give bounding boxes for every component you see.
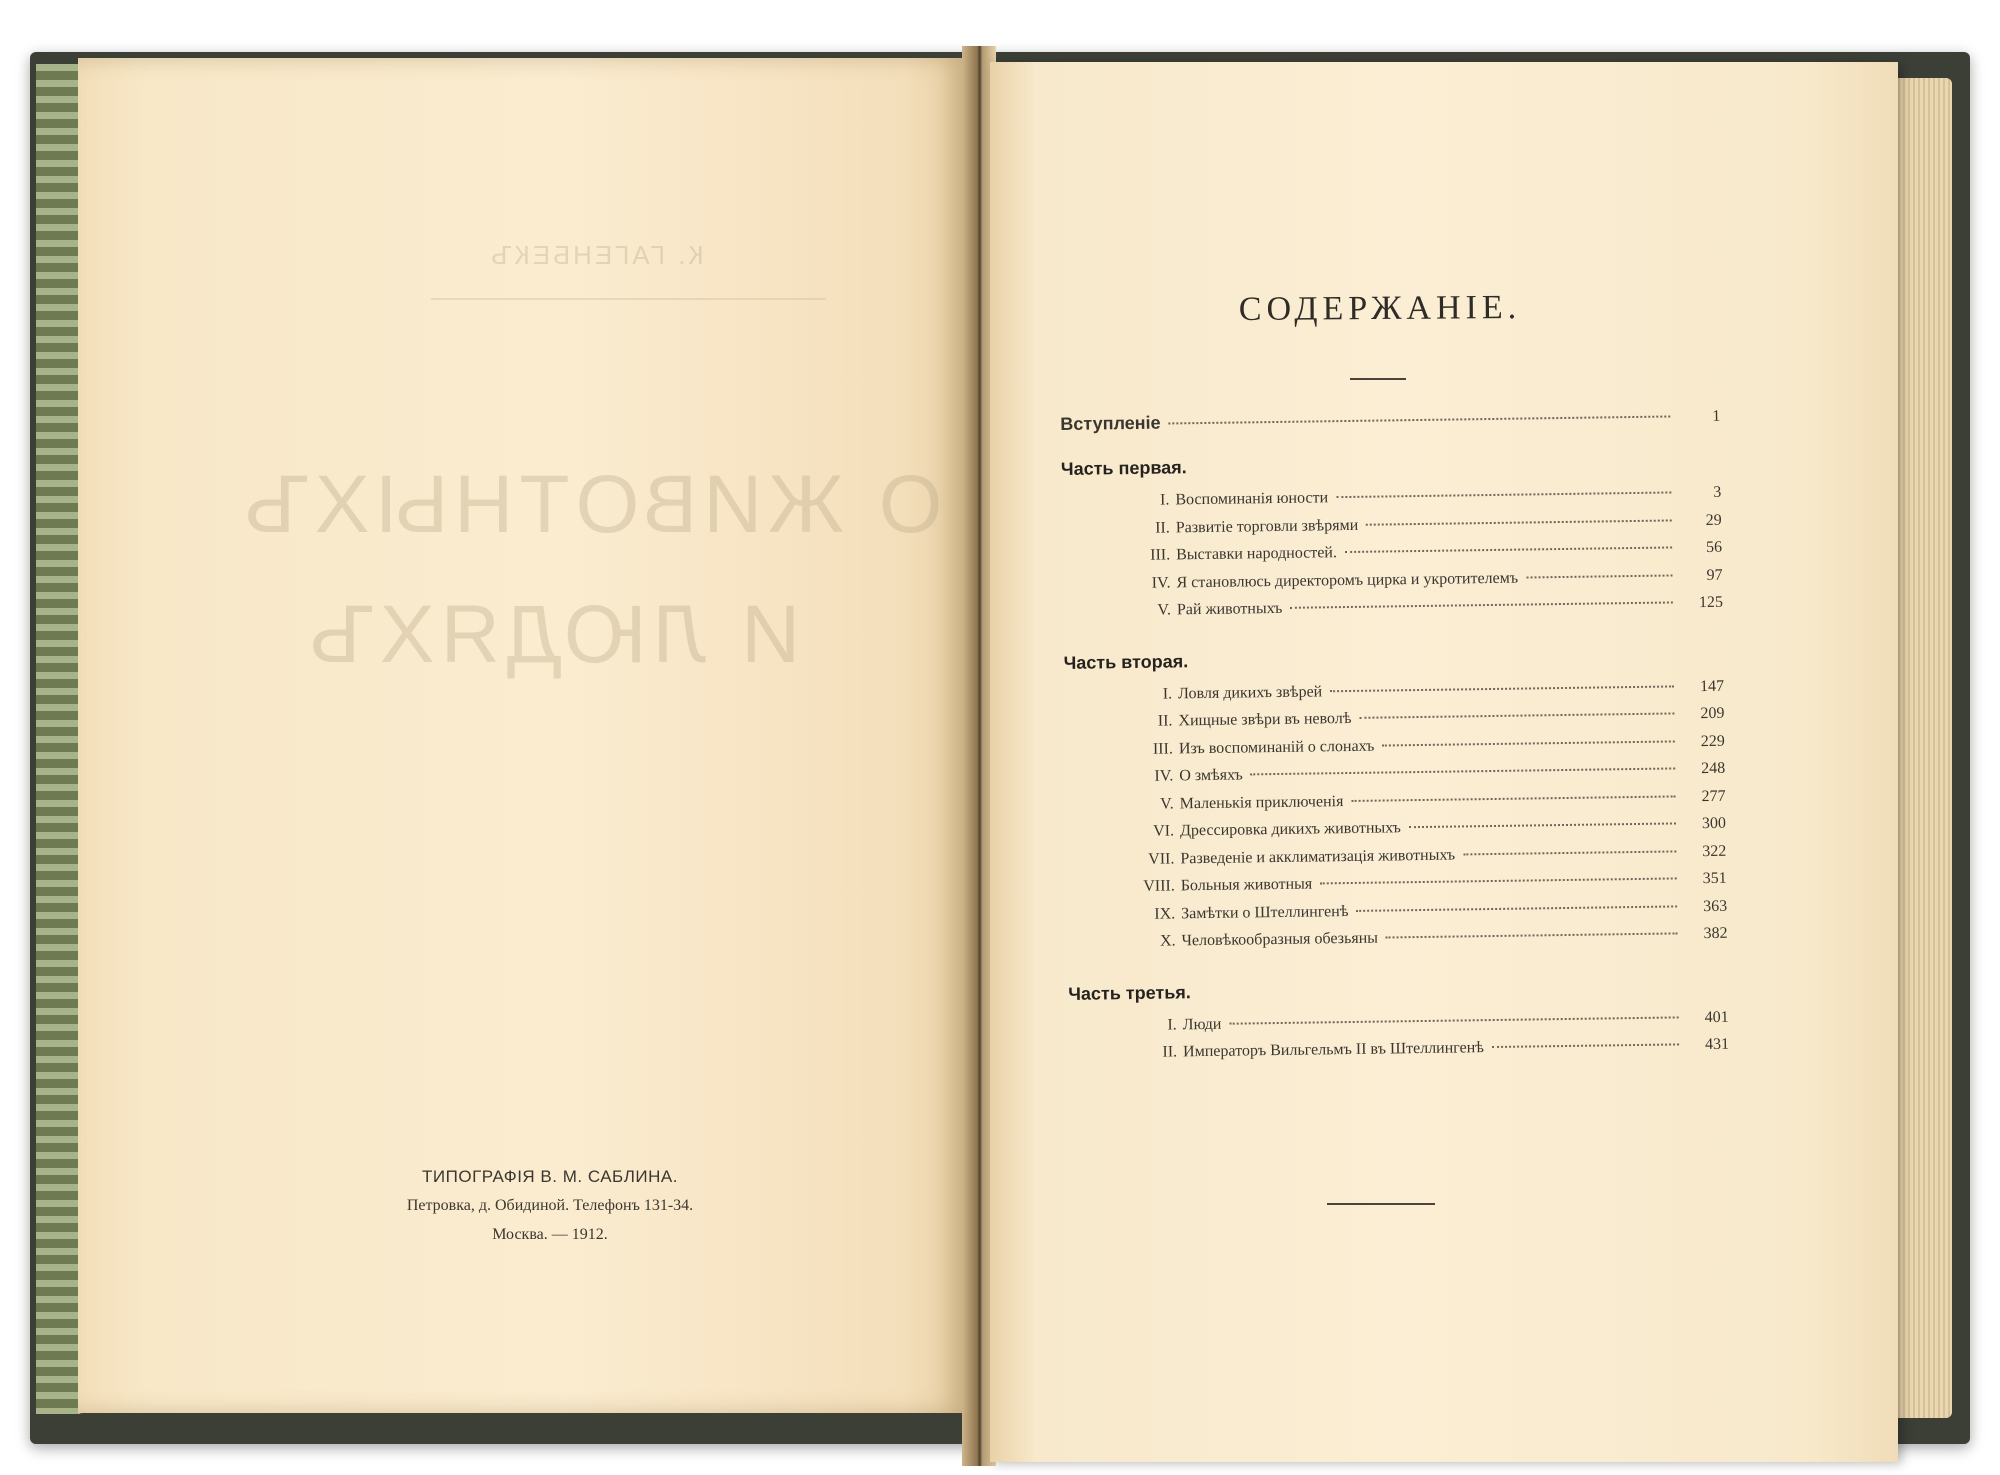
dot-leader xyxy=(1492,1043,1679,1048)
chapter-number: III. xyxy=(1150,546,1171,564)
printer-imprint xyxy=(330,1162,770,1249)
dot-leader xyxy=(1330,685,1674,692)
bleed-title-line2: И ЛЮДЯХЪ xyxy=(303,589,801,680)
chapter-number: II. xyxy=(1162,1043,1178,1061)
dot-leader xyxy=(1359,712,1674,718)
chapter-title: Изъ воспоминаній о слонахъ xyxy=(1178,737,1375,757)
toc-entry xyxy=(1123,925,1727,957)
dot-leader xyxy=(1251,767,1676,775)
dot-leader xyxy=(1356,905,1677,911)
toc-entry xyxy=(1122,842,1726,874)
chapter-number: I. xyxy=(1162,684,1173,703)
chapter-number: III. xyxy=(1152,739,1173,758)
chapter-title: Развитіе торговли звѣрями xyxy=(1175,516,1359,536)
chapter-number: IV. xyxy=(1151,573,1171,592)
chapter-number: VI. xyxy=(1153,822,1175,840)
page-number: 209 xyxy=(1700,704,1725,723)
dot-leader xyxy=(1320,877,1677,884)
chapter-number: VII. xyxy=(1148,849,1175,868)
dot-leader xyxy=(1336,491,1671,498)
page-number: 229 xyxy=(1700,732,1725,750)
bleed-author: К. ГАГЕНБЕКЪ xyxy=(488,240,704,270)
dot-leader xyxy=(1169,415,1671,424)
toc-entry xyxy=(1119,594,1723,626)
chapter-number: X. xyxy=(1159,932,1176,950)
chapter-title: Маленькія приключенія xyxy=(1179,792,1344,812)
dot-leader xyxy=(1463,850,1676,855)
bleed-rule xyxy=(431,298,826,300)
page-number: 3 xyxy=(1713,483,1722,501)
chapter-number: V. xyxy=(1157,601,1172,619)
chapter-title: Больныя животныя xyxy=(1180,875,1313,895)
dot-leader xyxy=(1345,546,1672,553)
chapter-number: I. xyxy=(1159,491,1170,509)
chapter-title: Выставки народностей. xyxy=(1176,544,1338,564)
dot-leader xyxy=(1290,601,1673,608)
chapter-title: Человѣкообразныя обезьяны xyxy=(1181,929,1379,950)
page-number: 277 xyxy=(1701,787,1726,805)
dot-leader xyxy=(1366,519,1672,525)
title-rule xyxy=(1350,378,1406,380)
toc-entry xyxy=(1120,705,1724,737)
toc-entry xyxy=(1125,1036,1729,1068)
toc-entry xyxy=(1060,405,1720,438)
part-heading: Часть первая. xyxy=(1060,457,1187,479)
dot-leader xyxy=(1351,795,1675,802)
toc-entry xyxy=(1120,677,1724,709)
chapter-title: Ловля дикихъ звѣрей xyxy=(1177,682,1323,702)
toc-entry xyxy=(1125,1008,1729,1040)
dot-leader xyxy=(1526,574,1672,578)
toc-entry xyxy=(1121,732,1725,764)
page-number: 322 xyxy=(1702,842,1727,860)
chapter-number: II. xyxy=(1157,712,1173,730)
page-number: 363 xyxy=(1703,897,1728,915)
dot-leader xyxy=(1409,822,1676,828)
chapter-title: Императоръ Вильгельмъ II въ Штеллингенѣ xyxy=(1182,1039,1485,1061)
dot-leader xyxy=(1382,740,1675,746)
page-number: 401 xyxy=(1704,1008,1729,1026)
chapter-title: Люди xyxy=(1182,1015,1222,1033)
page-number: 248 xyxy=(1701,759,1726,778)
chapter-number: V. xyxy=(1160,794,1174,813)
imprint-address: Петровка, д. Обидиной. Телефонъ 131-34. xyxy=(406,1197,694,1214)
imprint-printer: ТИПОГРАФІЯ В. М. САБЛИНА. xyxy=(422,1167,678,1186)
chapter-number: VIII. xyxy=(1143,877,1175,895)
page-number: 300 xyxy=(1701,814,1727,833)
toc-entry xyxy=(1121,760,1725,792)
toc-entry xyxy=(1117,484,1721,516)
part-heading: Часть третья. xyxy=(1068,981,1191,1004)
page-number: 351 xyxy=(1702,869,1727,888)
dot-leader xyxy=(1229,1016,1678,1024)
chapter-number: IX. xyxy=(1154,904,1176,923)
chapter-number: II. xyxy=(1155,518,1170,537)
chapter-title: Вступленіе xyxy=(1060,412,1161,434)
page-number: 56 xyxy=(1706,538,1723,556)
chapter-title: Я становлюсь директоромъ цирка и укротителемъ xyxy=(1176,569,1519,591)
chapter-title: Рай животныхъ xyxy=(1176,599,1283,619)
page-number: 125 xyxy=(1698,593,1724,612)
chapter-title: О змѣяхъ xyxy=(1179,766,1243,785)
page-number: 147 xyxy=(1699,677,1725,695)
dot-leader xyxy=(1386,932,1678,938)
chapter-title: Дрессировка дикихъ животныхъ xyxy=(1179,819,1402,840)
toc-entry xyxy=(1122,815,1726,847)
imprint-city-year: Москва. — 1912. xyxy=(492,1226,608,1243)
chapter-title: Разведеніе и акклиматизація животныхъ xyxy=(1180,846,1456,867)
chapter-number: I. xyxy=(1167,1015,1177,1034)
page-number: 97 xyxy=(1706,566,1723,584)
bleed-title-line1: О ЖИВОТНЫХЪ xyxy=(238,459,943,550)
contents-title: СОДЕРЖАНІЕ. xyxy=(1238,289,1522,328)
toc-entry xyxy=(1123,897,1727,929)
part-heading: Часть вторая. xyxy=(1063,650,1189,673)
toc-entry xyxy=(1118,539,1722,571)
table-of-contents xyxy=(1060,391,1730,1100)
toc-entry xyxy=(1118,566,1722,598)
page-number: 382 xyxy=(1703,924,1728,943)
page-number: 1 xyxy=(1712,407,1721,425)
toc-entry xyxy=(1118,511,1722,543)
chapter-title: Замѣтки о Штеллингенѣ xyxy=(1181,902,1349,922)
chapter-title: Хищные звѣри въ неволѣ xyxy=(1178,709,1352,730)
page-number: 431 xyxy=(1704,1035,1730,1054)
toc-entry xyxy=(1122,787,1726,819)
chapter-title: Воспоминанія юности xyxy=(1175,489,1329,509)
chapter-number: IV. xyxy=(1154,767,1174,785)
end-rule xyxy=(1327,1203,1435,1205)
toc-entry xyxy=(1123,870,1727,902)
marbled-endpaper xyxy=(36,64,82,1414)
page-number: 29 xyxy=(1705,511,1722,529)
